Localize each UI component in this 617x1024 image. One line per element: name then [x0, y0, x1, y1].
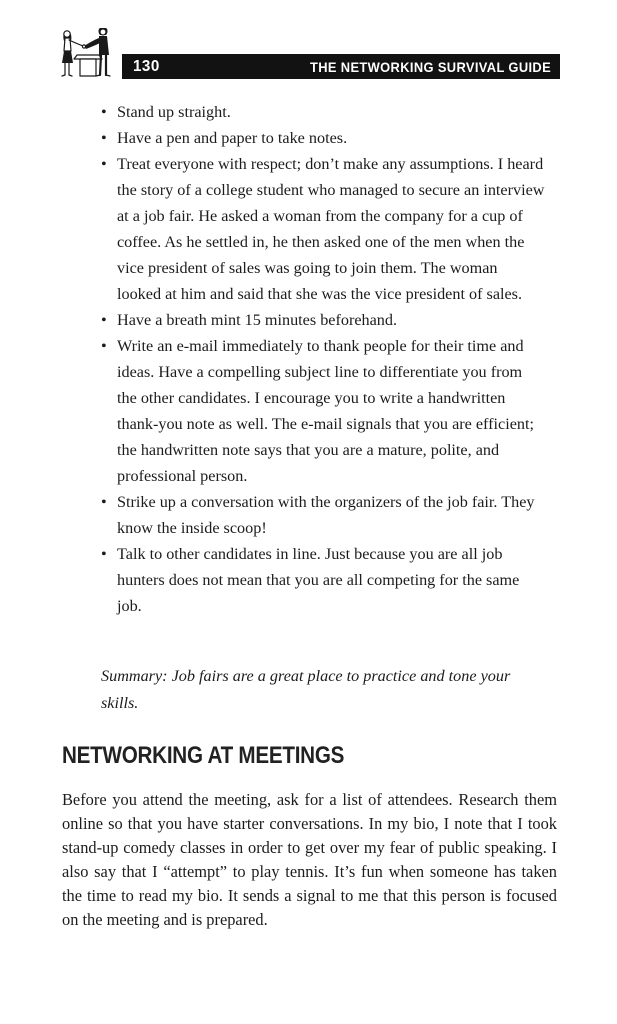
list-item — [101, 125, 545, 151]
list-item-text: Have a breath mint 15 minutes beforehand. — [117, 311, 398, 329]
list-item — [101, 151, 545, 307]
summary-note: Summary: Job fairs are a great place to practice and tone your skills. — [101, 667, 511, 712]
list-item-text: Talk to other candidates in line. Just because you are all job hunters does not mean that you are all competing for the same job. — [117, 545, 520, 615]
bullet-list — [101, 99, 545, 619]
list-item-text: Strike up a conversation with the organizers of the job fair. They know the inside scoop! — [117, 493, 535, 537]
list-item-text: Write an e-mail immediately to thank people for their time and ideas. Have a compelling subject line to differentiate you from the other candidates. I encourage you to write a handwritten thank-you note as well. The e-mail signals that you are efficient; the handwritten note says that you are a mature, polite, and professional person. — [117, 337, 535, 485]
page-number: 130 — [133, 57, 160, 75]
list-item-text: Have a pen and paper to take notes. — [117, 129, 348, 147]
list-item-text: Treat everyone with respect; don’t make any assumptions. I heard the story of a college student who managed to secure an interview at a job fair. He asked a woman from the company for a cup of coffee. As he settled in, he then asked one of the men when the vice president of sales was going to join them. The woman looked at him and said that she was the vice president of sales. — [117, 155, 545, 303]
bullet-icon: • — [101, 103, 107, 121]
bullet-icon: • — [101, 493, 107, 511]
bullet-icon: • — [101, 155, 107, 173]
section-heading: NETWORKING AT MEETINGS — [62, 742, 345, 769]
bullet-icon: • — [101, 129, 107, 147]
bullet-icon: • — [101, 337, 107, 355]
list-item — [101, 489, 545, 541]
handshake-illustration — [56, 25, 120, 82]
list-item — [101, 99, 545, 125]
list-item — [101, 307, 545, 333]
book-title: THE NETWORKING SURVIVAL GUIDE — [309, 58, 551, 75]
page-header-bar — [122, 54, 560, 79]
bullet-icon: • — [101, 311, 107, 329]
body-paragraph: Before you attend the meeting, ask for a list of attendees. Research them online so that you have starter conversations. In my bio, I note that I took stand-up comedy classes in order to get over my fear of public speaking. I also say that I “attempt” to play tennis. It’s fun when someone has taken the time to read my bio. It sends a signal to me that this person is focused on the meeting and is prepared. — [62, 790, 557, 929]
list-item-text: Stand up straight. — [117, 103, 231, 121]
list-item — [101, 333, 545, 489]
bullet-icon: • — [101, 545, 107, 563]
list-item — [101, 541, 545, 619]
